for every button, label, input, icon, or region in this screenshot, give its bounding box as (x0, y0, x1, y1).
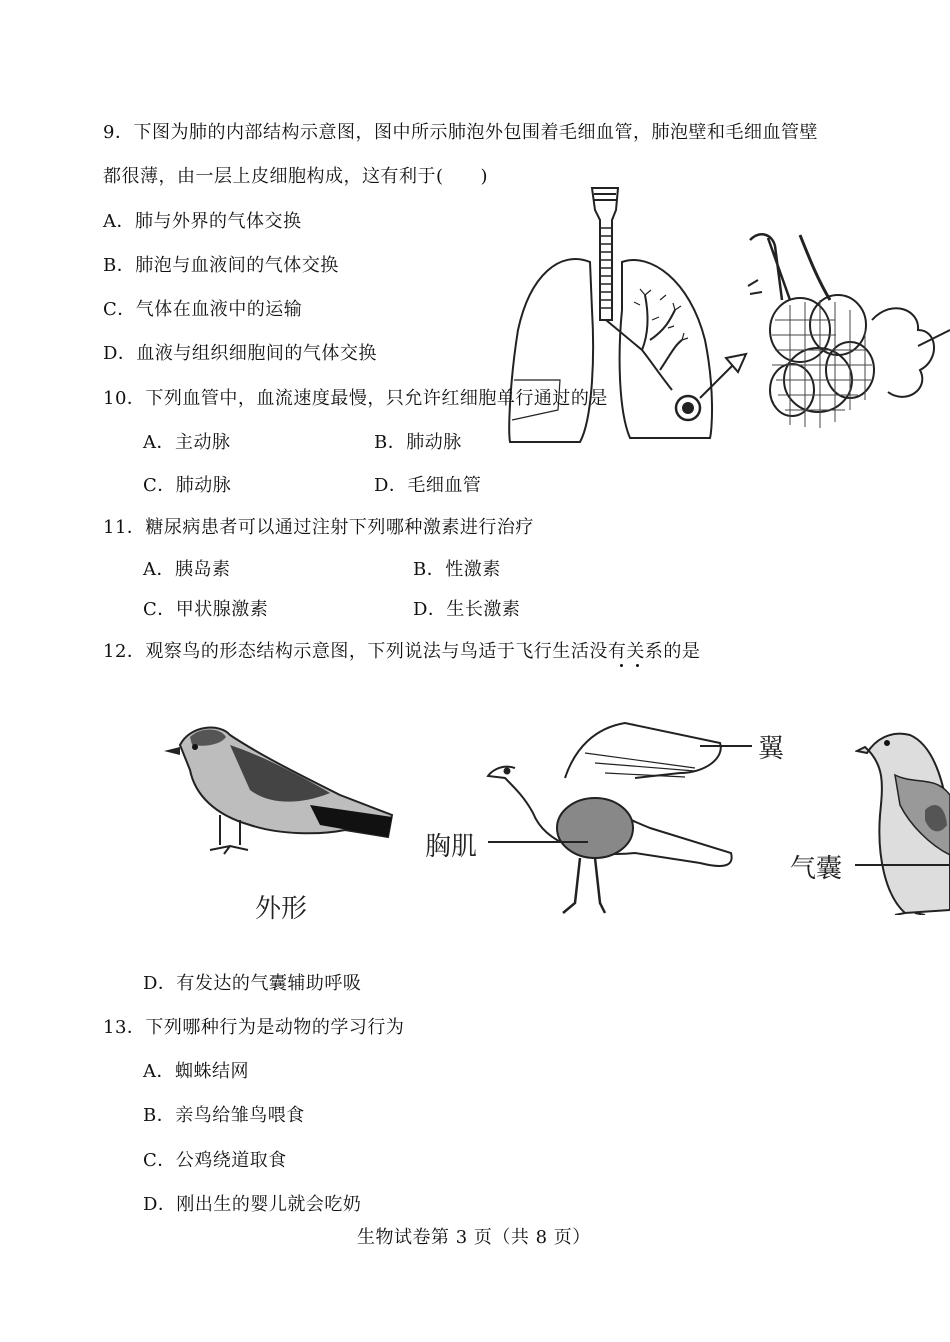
q9-stem-line1: 9．下图为肺的内部结构示意图，图中所示肺泡外包围着毛细血管，肺泡壁和毛细血管壁 (103, 122, 818, 143)
shape-label: 外形 (255, 894, 308, 924)
q11-option-a: A．胰岛素 (143, 559, 231, 580)
wing-label: 翼 (758, 734, 785, 764)
q9-option-a: A．肺与外界的气体交换 (103, 211, 302, 232)
airsac-leader-line (855, 864, 950, 866)
airsac-label: 气囊 (790, 854, 843, 884)
q13-stem: 13．下列哪种行为是动物的学习行为 (103, 1017, 405, 1038)
q10-option-a: A．主动脉 (143, 432, 231, 453)
chest-muscle-label: 胸肌 (425, 832, 478, 862)
q10-stem: 10．下列血管中，血流速度最慢，只允许红细胞单行通过的是 (103, 388, 608, 409)
chest-leader-line (488, 841, 588, 843)
bird-airsac-figure (855, 715, 950, 915)
q13-option-a: A．蜘蛛结网 (143, 1061, 249, 1082)
q13-option-b: B．亲鸟给雏鸟喂食 (143, 1105, 305, 1126)
q9-option-d: D．血液与组织细胞间的气体交换 (103, 343, 377, 364)
q10-option-b: B．肺动脉 (374, 432, 462, 453)
q11-option-d: D．生长激素 (413, 599, 521, 620)
q11-option-c: C．甲状腺激素 (143, 599, 269, 620)
q10-option-c: C．肺动脉 (143, 475, 232, 496)
q9-option-c: C．气体在血液中的运输 (103, 299, 303, 320)
emphasis-dot (636, 664, 639, 667)
q13-option-d: D．刚出生的婴儿就会吃奶 (143, 1194, 362, 1215)
q9-option-b: B．肺泡与血液间的气体交换 (103, 255, 339, 276)
q11-stem: 11．糖尿病患者可以通过注射下列哪种激素进行治疗 (103, 517, 534, 538)
q13-option-c: C．公鸡绕道取食 (143, 1150, 287, 1171)
emphasis-dot (620, 664, 623, 667)
wing-leader-line (700, 745, 752, 747)
page-footer: 生物试卷第 3 页（共 8 页） (357, 1227, 591, 1248)
q9-stem-line2: 都很薄，由一层上皮细胞构成，这有利于( ) (103, 166, 489, 187)
pigeon-muscle-figure (485, 718, 795, 923)
q11-option-b: B．性激素 (413, 559, 501, 580)
q12-stem: 12．观察鸟的形态结构示意图，下列说法与鸟适于飞行生活没有关系的是 (103, 641, 701, 662)
q12-option-d: D．有发达的气囊辅助呼吸 (143, 973, 362, 994)
sparrow-figure (160, 715, 400, 890)
q10-option-d: D．毛细血管 (374, 475, 482, 496)
